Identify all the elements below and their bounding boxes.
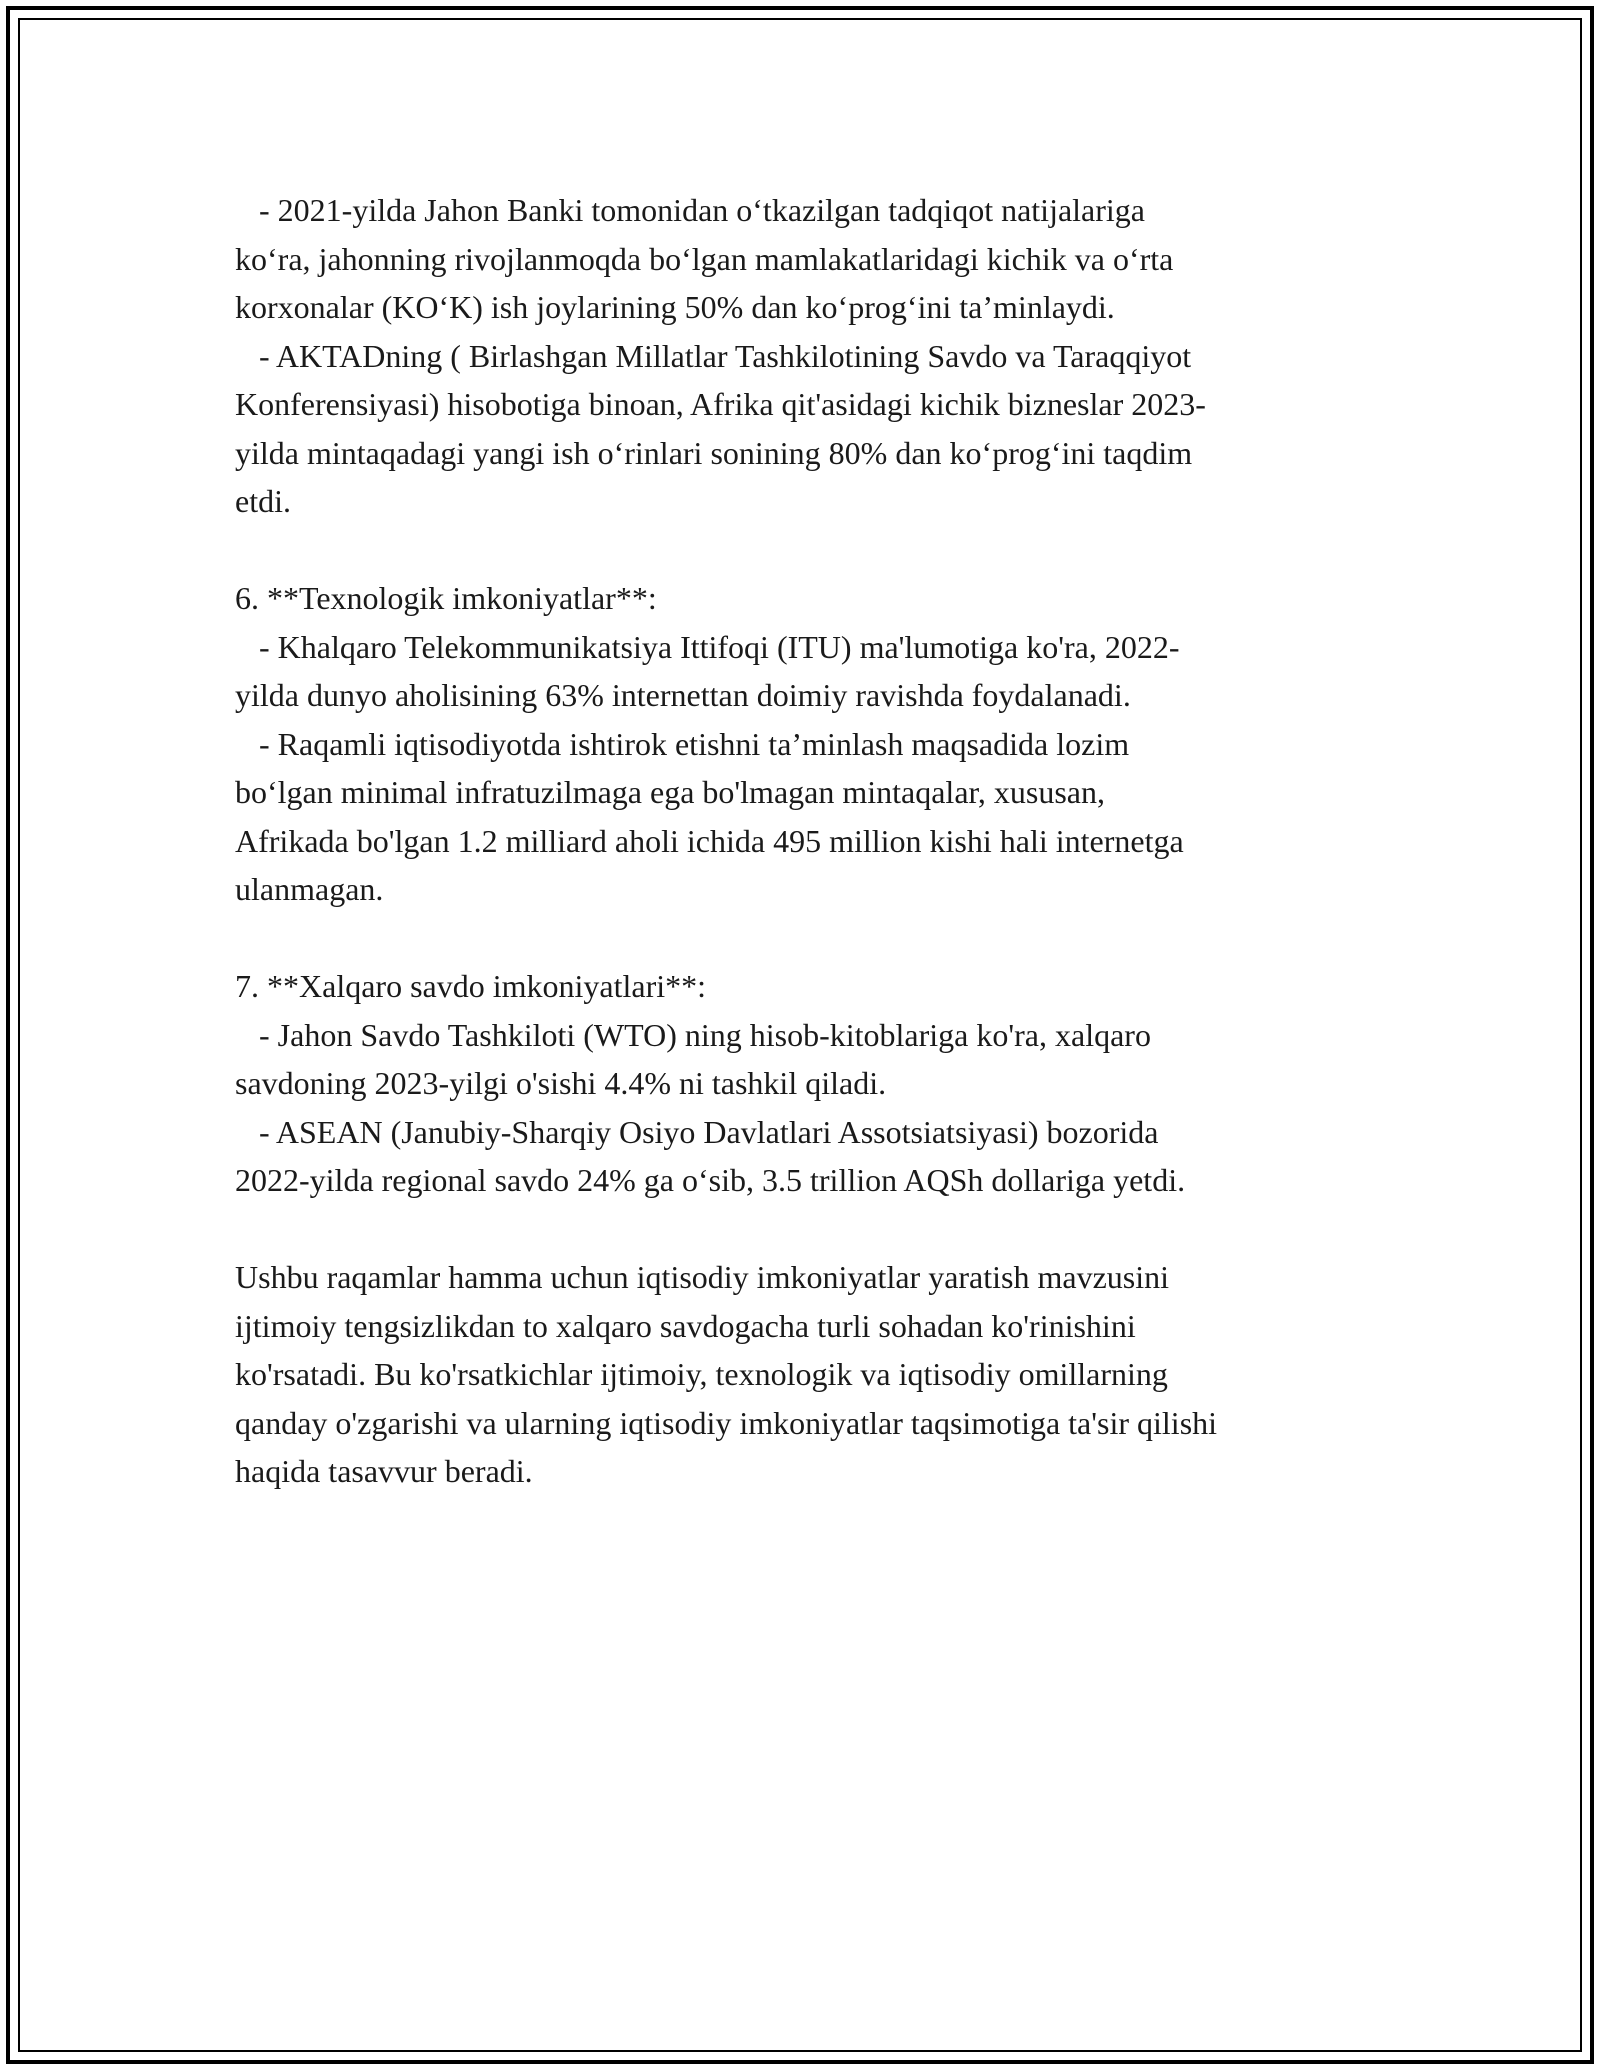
text-line: ulanmagan. (235, 871, 384, 907)
section-heading-trade: 7. **Xalqaro savdo imkoniyatlari**: (235, 968, 707, 1004)
section-technology (235, 574, 1375, 914)
bullet-itu: - Khalqaro Telekommunikatsiya Ittifoqi (ITU) ma'lumotiga ko'ra, 2022- (235, 628, 1180, 665)
paragraph-gap (235, 526, 1375, 575)
text-line: boʻlgan minimal infratuzilmaga ega bo'lmagan mintaqalar, xususan, (235, 774, 1105, 810)
section-heading-technology: 6. **Texnologik imkoniyatlar**: (235, 580, 657, 616)
text-line: korxonalar (KOʻK) ish joylarining 50% dan koʻprogʻini taʼminlaydi. (235, 289, 1115, 325)
text-line: ijtimoiy tengsizlikdan to xalqaro savdogacha turli sohadan ko'rinishini (235, 1307, 1136, 1344)
bullet-wto: - Jahon Savdo Tashkiloti (WTO) ning hisob-kitoblariga ko'ra, xalqaro (235, 1016, 1151, 1053)
intro-section (235, 186, 1375, 526)
conclusion-paragraph (235, 1253, 1375, 1496)
text-line: Afrikada bo'lgan 1.2 milliard aholi ichida 495 million kishi hali internetga (235, 822, 1184, 859)
paragraph-gap (235, 914, 1375, 963)
text-line: yilda mintaqadagi yangi ish oʻrinlari sonining 80% dan koʻprogʻini taqdim (235, 434, 1193, 471)
document-body (235, 186, 1375, 1496)
section-trade (235, 962, 1375, 1205)
text-line: savdoning 2023-yilgi o'sishi 4.4% ni tashkil qiladi. (235, 1065, 887, 1101)
text-line: Konferensiyasi) hisobotiga binoan, Afrika qit'asidagi kichik bizneslar 2023- (235, 386, 1206, 422)
text-line: qanday o'zgarishi va ularning iqtisodiy imkoniyatlar taqsimotiga ta'sir qilishi (235, 1404, 1218, 1441)
text-line: Ushbu raqamlar hamma uchun iqtisodiy imkoniyatlar yaratish mavzusini (235, 1259, 1170, 1295)
bullet-digital-economy: - Raqamli iqtisodiyotda ishtirok etishni taʼminlash maqsadida lozim (235, 725, 1130, 762)
text-line: etdi. (235, 483, 291, 519)
paragraph-gap (235, 1205, 1375, 1254)
bullet-unctad: - AKTADning ( Birlashgan Millatlar Tashkilotining Savdo va Taraqqiyot (235, 337, 1192, 374)
text-line: yilda dunyo aholisining 63% internettan doimiy ravishda foydalanadi. (235, 677, 1131, 713)
text-line: 2022-yilda regional savdo 24% ga oʻsib, 3.5 trillion AQSh dollariga yetdi. (235, 1162, 1186, 1198)
text-line: ko'rsatadi. Bu ko'rsatkichlar ijtimoiy, texnologik va iqtisodiy omillarning (235, 1356, 1168, 1392)
bullet-asean: - ASEAN (Janubiy-Sharqiy Osiyo Davlatlari Assotsiatsiyasi) bozorida (235, 1113, 1159, 1150)
text-line: haqida tasavvur beradi. (235, 1453, 533, 1489)
bullet-world-bank: - 2021-yilda Jahon Banki tomonidan oʻtkazilgan tadqiqot natijalariga (235, 192, 1145, 228)
text-line: koʻra, jahonning rivojlanmoqda boʻlgan mamlakatlaridagi kichik va oʻrta (235, 240, 1174, 277)
